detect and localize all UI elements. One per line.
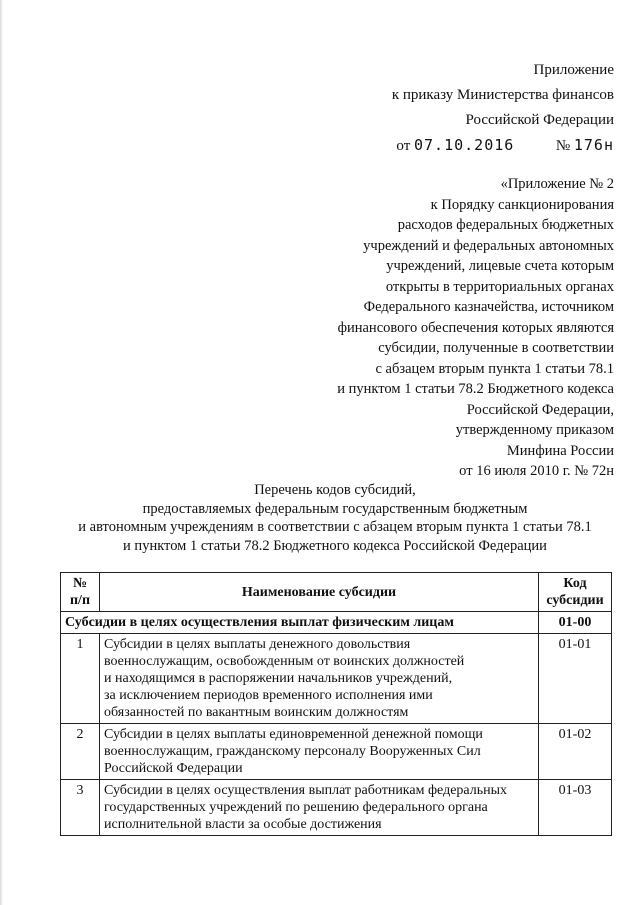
appendix-2-line: «Приложение № 2	[500, 176, 614, 192]
appendix-2-line: финансового обеспечения которых являются	[337, 319, 614, 336]
row-name: Субсидии в целях выплаты денежного довольствия военнослужащим, освобожденным от воинских должностей и находящимся в распоряжении начальников учреждений, за исключением периодов временного исполнения ими обязанностей по вакантным воинским должностям	[100, 634, 539, 724]
appendix-header-line: Приложение	[533, 62, 614, 78]
appendix-2-line: субсидии, полученные в соответствии	[378, 340, 614, 356]
table-row	[61, 724, 612, 780]
title-line: и автономным учреждениям в соответствии с абзацем вторым пункта 1 статьи 78.1	[78, 519, 592, 535]
order-number: 176н	[573, 136, 614, 154]
appendix-2-line: утвержденному приказом	[455, 422, 614, 438]
appendix-header	[392, 58, 614, 159]
appendix-2-line: Российской Федерации,	[466, 401, 614, 418]
section-name: Субсидии в целях осуществления выплат физическим лицам	[61, 612, 539, 634]
appendix-2-line: учреждений, лицевые счета которым	[386, 258, 614, 274]
row-number: 3	[61, 780, 100, 836]
appendix-2-line: к Порядку санкционирования	[430, 196, 614, 213]
row-code: 01-03	[539, 780, 612, 836]
document-title	[40, 481, 630, 555]
appendix-header-line: Российской Федерации	[465, 112, 614, 128]
subsidy-codes-table	[60, 572, 612, 836]
row-number: 2	[61, 724, 100, 780]
appendix-2-line: расходов федеральных бюджетных	[397, 217, 614, 233]
appendix-2-line: и пунктом 1 статьи 78.2 Бюджетного кодекса	[337, 381, 614, 397]
appendix-2-line: Федерального казначейства, источником	[363, 299, 614, 315]
table-row	[61, 634, 612, 724]
appendix-2-line: от 16 июля 2010 г. № 72н	[459, 463, 614, 479]
order-reference	[392, 133, 614, 159]
row-code: 01-01	[539, 634, 612, 724]
title-line: предоставляемых федеральным государственным бюджетным	[142, 500, 528, 517]
order-number-prefix: №	[555, 138, 571, 154]
title-line: и пунктом 1 статьи 78.2 Бюджетного кодекса Российской Федерации	[123, 537, 547, 554]
column-header-number: № п/п	[61, 573, 100, 612]
appendix-2-line: с абзацем вторым пункта 1 статьи 78.1	[375, 360, 614, 377]
appendix-2-line: учреждений и федеральных автономных	[363, 237, 614, 254]
row-name: Субсидии в целях осуществления выплат работникам федеральных государственных учреждений по решению федерального органа исполнительной власти за особые достижения	[100, 780, 539, 836]
table-header-row	[61, 573, 612, 612]
table-section-row	[61, 612, 612, 634]
table-row	[61, 780, 612, 836]
scan-edge-shadow	[0, 0, 3, 905]
column-header-code: Код субсидии	[539, 573, 612, 612]
row-code: 01-02	[539, 724, 612, 780]
row-name: Субсидии в целях выплаты единовременной денежной помощи военнослужащим, гражданскому персоналу Вооруженных Сил Российской Федерации	[100, 724, 539, 780]
appendix-2-reference	[337, 174, 614, 482]
order-date: 07.10.2016	[414, 136, 515, 154]
appendix-2-line: Минфина России	[506, 442, 614, 459]
order-prefix: от	[396, 138, 411, 154]
appendix-2-line: открыты в территориальных органах	[385, 278, 614, 295]
title-line: Перечень кодов субсидий,	[254, 482, 416, 498]
row-number: 1	[61, 634, 100, 724]
column-header-name: Наименование субсидии	[100, 573, 539, 612]
section-code: 01-00	[539, 612, 612, 634]
appendix-header-line: к приказу Министерства финансов	[391, 87, 614, 103]
